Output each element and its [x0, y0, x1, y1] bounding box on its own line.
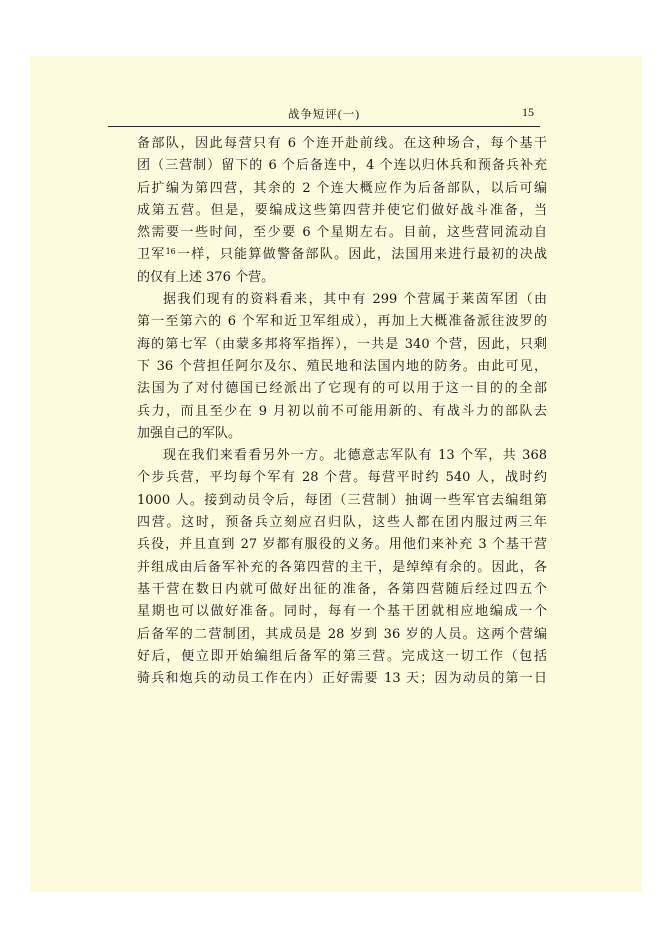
paragraph-first-line: 现在我们来看看另外一方。北德意志军队有 13 个军，共 368: [163, 448, 547, 464]
text-fragment: 一样，只能算做警备部队。因此，法国用来进行最初的决战: [175, 247, 547, 263]
text-line: 下 36 个营担任阿尔及尔、殖民地和法国内地的防务。由此可见，: [137, 358, 547, 374]
text-line: 加强自己的军队。: [137, 425, 242, 441]
text-line: 成第五营。但是，要编成这些第四营并使它们做好战斗准备，当: [137, 202, 547, 218]
text-line: 兵役，并且直到 27 岁都有服役的义务。用他们来补充 3 个基干营: [137, 537, 547, 553]
text-line: 后备军的二营制团，其成员是 28 岁到 36 岁的人员。这两个营编: [137, 626, 547, 642]
text-line: 个步兵营，平均每个军有 28 个营。每营平时约 540 人，战时约: [137, 470, 547, 486]
text-line: 好后，便立即开始编组后备军的第三营。完成这一切工作（包括: [137, 648, 547, 664]
text-line: 骑兵和炮兵的动员工作在内）正好需要 13 天；因为动员的第一日: [137, 671, 547, 687]
text-line: 然需要一些时间，至少要 6 个星期左右。目前，这些营同流动自: [137, 225, 547, 241]
footnote-reference: 16: [165, 247, 176, 257]
text-line: 四营。这时，预备兵立刻应召归队，这些人都在团内服过两三年: [137, 515, 547, 531]
page-header: [108, 104, 540, 127]
text-line: 后扩编为第四营，其余的 2 个连大概应作为后备部队，以后可编: [137, 180, 547, 196]
text-line-with-footnote: [137, 244, 547, 266]
running-title: 战争短评(一): [287, 109, 361, 121]
text-line: 的仅有上述 376 个营。: [137, 269, 275, 285]
text-line: 星期也可以做好准备。同时，每有一个基干团就相应地编成一个: [137, 604, 547, 620]
text-line: 并组成由后备军补充的各第四营的主干，是绰绰有余的。因此，各: [137, 559, 547, 575]
text-line: 基干营在数日内就可做好出征的准备，各第四营随后经过四五个: [137, 581, 547, 597]
paragraph-first-line: 据我们现有的资料看来，其中有 299 个营属于莱茵军团（由: [163, 292, 547, 308]
text-line: 1000 人。接到动员令后，每团（三营制）抽调一些军官去编组第: [137, 492, 547, 508]
text-line: 团（三营制）留下的 6 个后备连中，4 个连以归休兵和预备兵补充: [137, 158, 547, 174]
page-number: 15: [522, 105, 534, 119]
body-text: [137, 133, 547, 690]
text-line: 第一至第六的 6 个军和近卫军组成），再加上大概准备派往波罗的: [137, 314, 547, 330]
text-line: 海的第七军（由蒙多邦将军指挥），一共是 340 个营，因此，只剩: [137, 336, 547, 352]
text-line: 法国为了对付德国已经派出了它现有的可以用于这一目的的全部: [137, 381, 547, 397]
text-line: 兵力，而且至少在 9 月初以前不可能用新的、有战斗力的部队去: [137, 403, 547, 419]
text-line: 备部队，因此每营只有 6 个连开赴前线。在这种场合，每个基干: [137, 136, 547, 151]
text-fragment: 卫军: [137, 247, 166, 263]
